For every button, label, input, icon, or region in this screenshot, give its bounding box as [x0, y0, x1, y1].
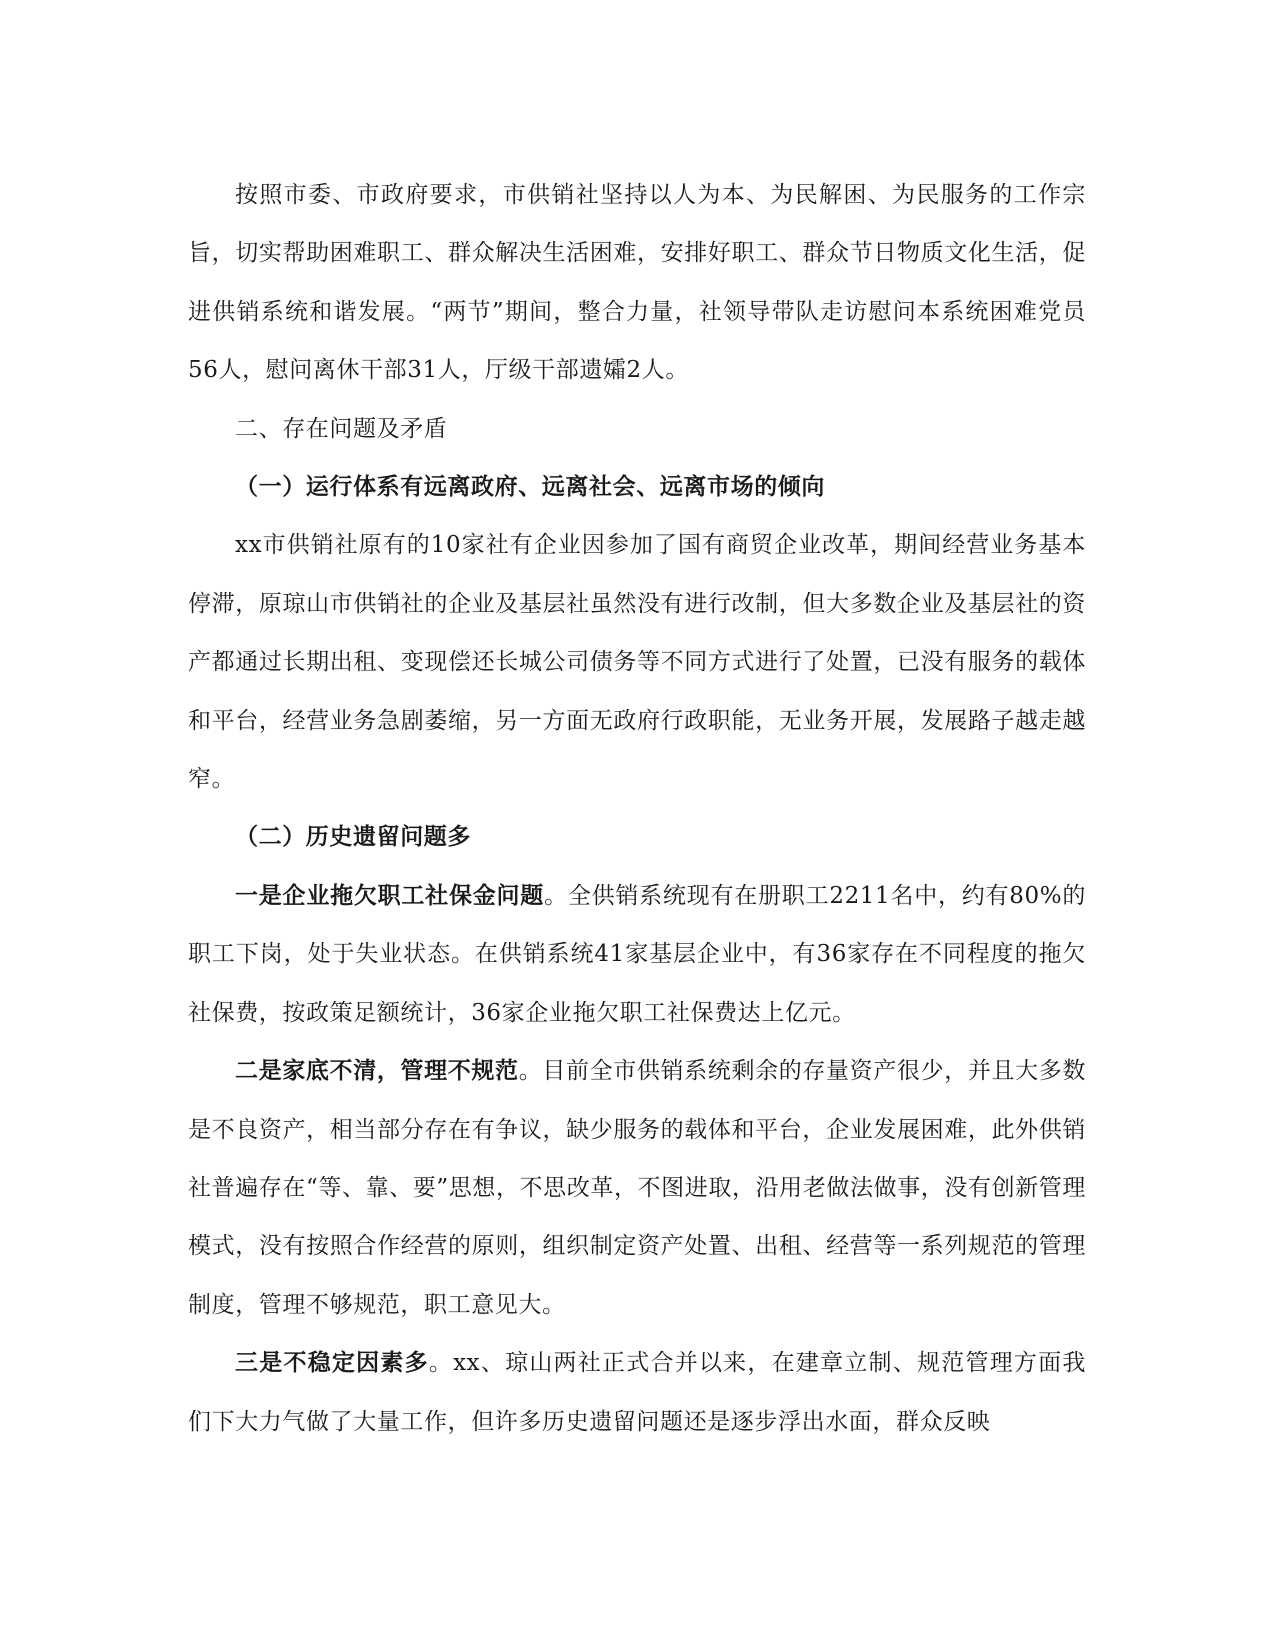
paragraph-social-insurance	[188, 867, 1086, 1042]
paragraph-text-1: 。全供销系统现有在册职工2211名中，约有80%的职工下岗，处于失业状态。在供销系统41家基层企业中，有36家存在不同程度的拖欠社保费，按政策足额统计，36家企业拖欠职工社保费达上亿元。	[188, 882, 1087, 1026]
paragraph-operating-system: xx市供销社原有的10家社有企业因参加了国有商贸企业改革，期间经营业务基本停滞，原琼山市供销社的企业及基层社虽然没有进行改制，但大多数企业及基层社的资产都通过长期出租、变现偿还长城公司债务等不同方式进行了处置，已没有服务的载体和平台，经营业务急剧萎缩，另一方面无政府行政职能，无业务开展，发展路子越走越窄。	[188, 532, 1086, 793]
lead-phrase-1: 一是企业拖欠职工社保金问题	[235, 881, 545, 909]
lead-phrase-3: 三是不稳定因素多	[235, 1349, 429, 1377]
paragraph-instability	[188, 1334, 1086, 1451]
lead-phrase-2: 二是家底不清，管理不规范	[235, 1057, 519, 1085]
paragraph-holiday-visits: 按照市委、市政府要求，市供销社坚持以人为本、为民解困、为民服务的工作宗旨，切实帮助困难职工、群众解决生活困难，安排好职工、群众节日物质文化生活，促进供销系统和谐发展。“两节”期间，整合力量，社领导带队走访慰问本系统困难党员56人，慰问离休干部31人，厅级干部遗孀2人。	[188, 182, 1086, 384]
paragraph-management	[188, 1042, 1086, 1334]
subsection-heading-1: （一）运行体系有远离政府、远离社会、远离市场的倾向	[235, 473, 825, 501]
paragraph-text-3: 。xx、琼山两社正式合并以来，在建章立制、规范管理方面我们下大力气做了大量工作，但许多历史遗留问题还是逐步浮出水面，群众反映	[188, 1350, 1086, 1435]
subsection-heading-2: （二）历史遗留问题多	[235, 823, 471, 851]
paragraph-text-2: 。目前全市供销系统剩余的存量资产很少，并且大多数是不良资产，相当部分存在有争议，缺少服务的载体和平台，企业发展困难，此外供销社普遍存在“等、靠、要”思想，不思改革，不图进取，沿用老做法做事，没有创新管理模式，没有按照合作经营的原则，组织制定资产处置、出租、经营等一系列规范的管理制度，管理不够规范，职工意见大。	[188, 1058, 1087, 1318]
document-body	[188, 166, 1086, 1451]
section-heading-problems: 二、存在问题及矛盾	[235, 415, 448, 442]
